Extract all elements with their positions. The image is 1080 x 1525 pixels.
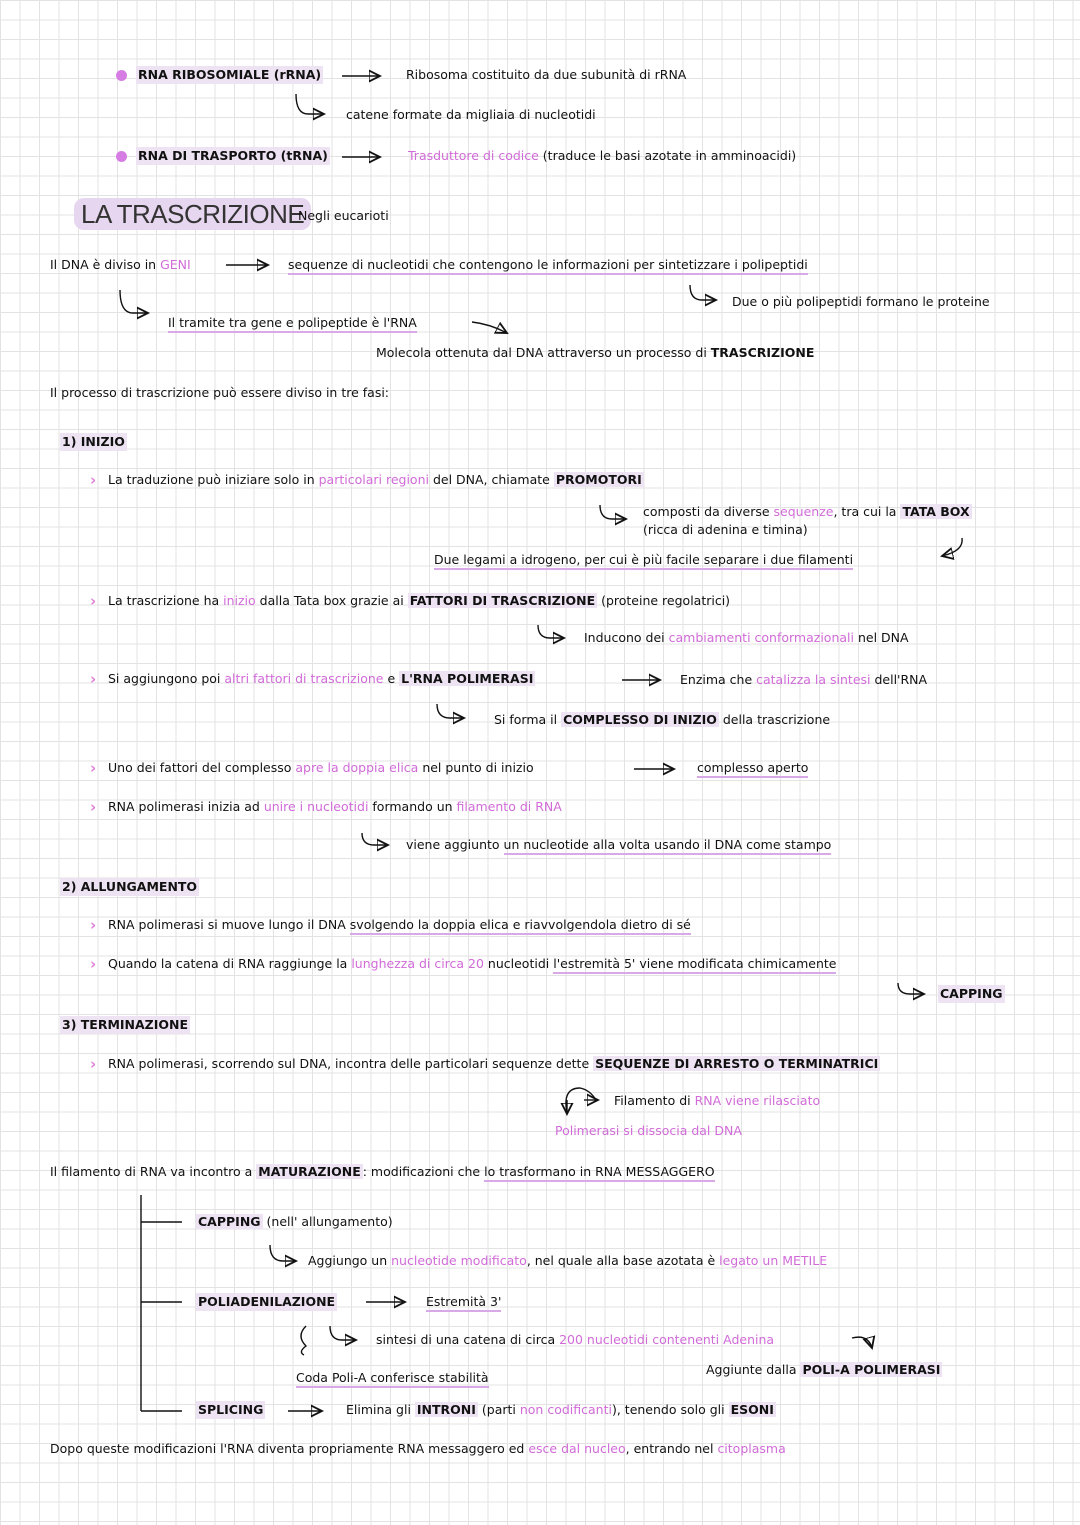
gene-link: Il tramite tra gene e polipeptide è l'RNA [168, 314, 417, 332]
chevron-right-icon: › [90, 955, 97, 973]
phase3-line1: RNA polimerasi, scorrendo sul DNA, incontra delle particolari sequenze dette SEQUENZE DI ARRESTO O TERMINATRICI [108, 1056, 879, 1071]
curved-arrow [852, 1337, 872, 1348]
phase1-line5: RNA polimerasi inizia ad unire i nucleotidi formando un filamento di RNA [108, 799, 562, 814]
polya-end: Estremità 3' [426, 1293, 501, 1311]
initiation-complex: Si forma il COMPLESSO DI INIZIO della trascrizione [494, 712, 831, 727]
curved-arrow [942, 538, 962, 556]
phase2-line2: Quando la catena di RNA raggiunge la lunghezza di circa 20 nucleotidi l'estremità 5' viene modificata chimicamente [108, 955, 836, 973]
phase3-heading: 3) TERMINAZIONE [62, 1017, 189, 1032]
hook-arrow [600, 505, 626, 519]
molecule-line: Molecola ottenuta dal DNA attraverso un processo di TRASCRIZIONE [376, 345, 815, 360]
phase1-line4: Uno dei fattori del complesso apre la doppia elica nel punto di inizio [108, 760, 534, 775]
capping-label: CAPPING [940, 986, 1003, 1001]
enzyme-desc: Enzima che catalizza la sintesi dell'RNA [680, 672, 928, 687]
trna-desc: Trasduttore di codice (traduce le basi azotate in amminoacidi) [408, 148, 797, 163]
chevron-right-icon: › [90, 670, 97, 688]
chevron-right-icon: › [90, 798, 97, 816]
hook-arrow [270, 1245, 296, 1261]
phase1-line3: Si aggiungono poi altri fattori di trascrizione e L'RNA POLIMERASI [108, 671, 534, 686]
filament-released: Filamento di RNA viene rilasciato [614, 1093, 821, 1108]
phases-intro: Il processo di trascrizione può essere diviso in tre fasi: [50, 385, 390, 400]
hydrogen-bonds: Due legami a idrogeno, per cui è più facile separare i due filamenti [434, 551, 853, 569]
polyadenylation-item: POLIADENILAZIONE [198, 1294, 336, 1309]
capping-item: CAPPING (nell' allungamento) [198, 1214, 393, 1229]
splicing-desc: Elimina gli INTRONI (parti non codificanti), tenendo solo gli ESONI [346, 1402, 774, 1417]
phase1-line1: La traduzione può iniziare solo in particolari regioni del DNA, chiamate PROMOTORI [108, 472, 642, 487]
hook-arrow [690, 285, 716, 300]
curved-arrow [472, 322, 507, 333]
phase1-line2: La trascrizione ha inizio dalla Tata box grazie ai FATTORI DI TRASCRIZIONE (proteine regolatrici) [108, 593, 731, 608]
hook-arrow [898, 983, 924, 994]
rrna-label: RNA RIBOSOMIALE (rRNA) [138, 67, 322, 82]
bullet-dot-icon [116, 70, 127, 81]
curly-arrow [301, 1326, 306, 1355]
polya-tail: Coda Poli-A conferisce stabilità [296, 1369, 489, 1387]
phase2-heading: 2) ALLUNGAMENTO [62, 879, 198, 894]
proteins-note: Due o più polipeptidi formano le proteine [732, 294, 990, 309]
polymerase-dissociates: Polimerasi si dissocia dal DNA [555, 1123, 742, 1138]
hook-arrow [538, 625, 564, 638]
bullet-dot-icon [116, 151, 127, 162]
hook-arrow [120, 290, 148, 313]
hook-arrow [437, 704, 464, 718]
chevron-right-icon: › [90, 916, 97, 934]
phase1-heading: 1) INIZIO [62, 434, 125, 449]
capping-desc: Aggiungo un nucleotide modificato, nel quale alla base azotata è legato un METILE [308, 1253, 828, 1268]
trna-label: RNA DI TRASPORTO (tRNA) [138, 148, 328, 163]
nucleotide-added: viene aggiunto un nucleotide alla volta usando il DNA come stampo [406, 836, 831, 854]
final-line: Dopo queste modificazioni l'RNA diventa propriamente RNA messaggero ed esce dal nucleo, entrando nel citoplasma [50, 1441, 786, 1456]
promoter-composition: composti da diverse sequenze, tra cui la TATA BOX [643, 504, 970, 519]
conformational-changes: Inducono dei cambiamenti conformazionali nel DNA [584, 630, 909, 645]
chevron-right-icon: › [90, 471, 97, 489]
promoter-composition-2: (ricca di adenina e timina) [643, 522, 808, 537]
chevron-right-icon: › [90, 1055, 97, 1073]
splicing-item: SPLICING [198, 1402, 264, 1417]
hook-arrow [362, 833, 388, 845]
rrna-desc: Ribosoma costituito da due subunità di rRNA [406, 67, 687, 82]
polya-added: Aggiunte dalla POLI-A POLIMERASI [706, 1362, 941, 1377]
section-title: LA TRASCRIZIONE [74, 198, 311, 230]
open-complex: complesso aperto [697, 759, 808, 777]
maturation-line: Il filamento di RNA va incontro a MATURAZIONE : modificazioni che lo trasformano in RNA MESSAGGERO [50, 1163, 715, 1181]
hook-arrow [330, 1326, 356, 1340]
chevron-right-icon: › [90, 759, 97, 777]
chevron-right-icon: › [90, 592, 97, 610]
phase2-line1: RNA polimerasi si muove lungo il DNA svolgendo la doppia elica e riavvolgendola dietro di sé [108, 916, 691, 934]
genes-desc: sequenze di nucleotidi che contengono le informazioni per sintetizzare i polipeptidi [288, 256, 808, 274]
section-note: Negli eucarioti [298, 208, 389, 223]
hook-arrow [296, 94, 324, 114]
polya-synthesis: sintesi di una catena di circa 200 nucleotidi contenenti Adenina [376, 1332, 775, 1347]
rrna-sub: catene formate da migliaia di nucleotidi [346, 107, 596, 122]
genes-line: Il DNA è diviso in GENI [50, 257, 191, 272]
